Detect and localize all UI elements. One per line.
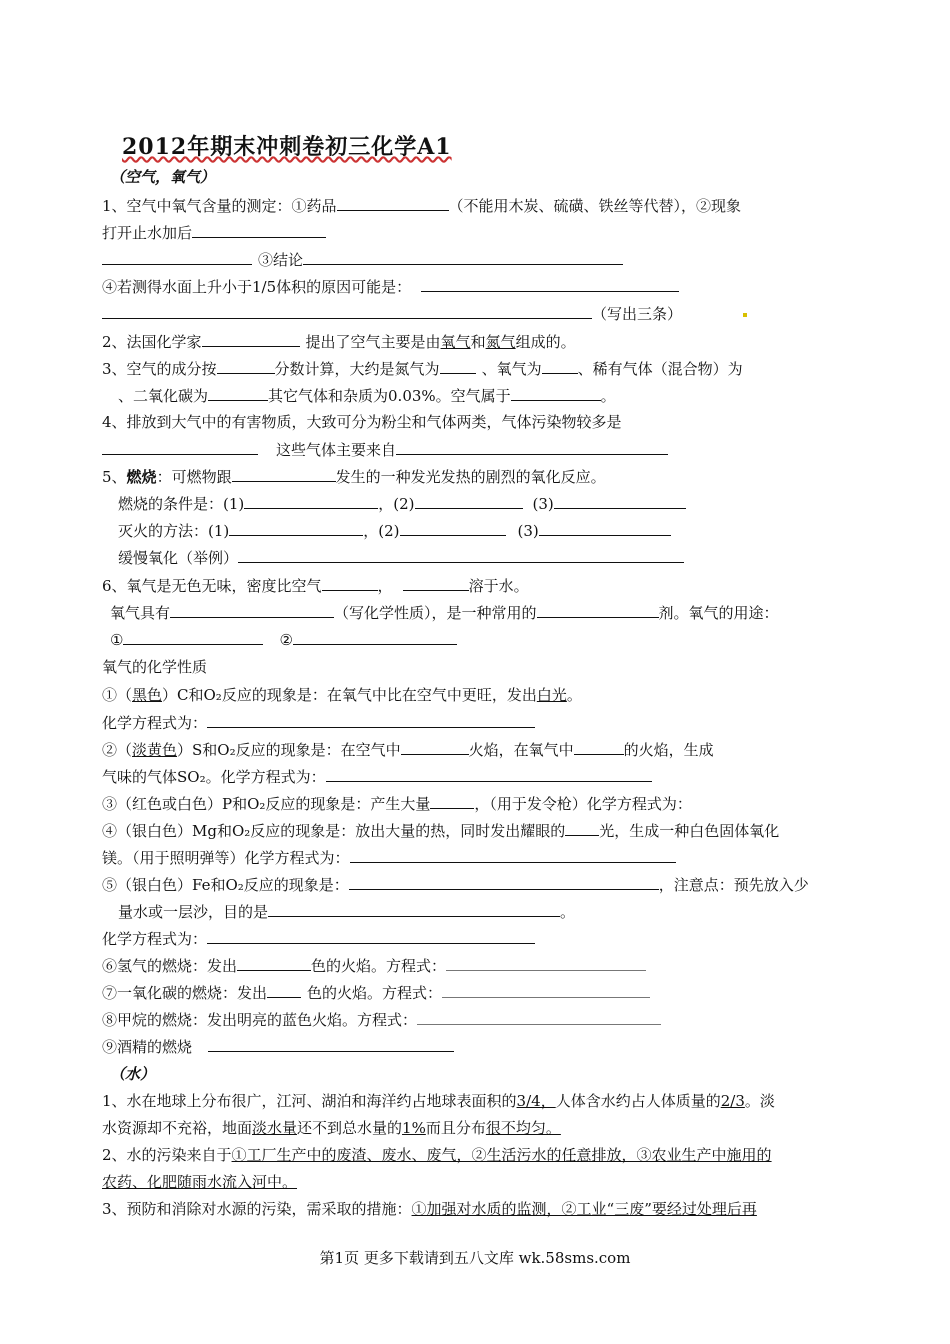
- blank: [268, 900, 560, 917]
- blank: [232, 465, 336, 482]
- text: 5、: [102, 468, 127, 486]
- blank: [237, 954, 311, 971]
- line-16: [110, 601, 860, 624]
- blank: [539, 519, 671, 536]
- blank: [207, 927, 535, 944]
- line-20: [102, 711, 852, 734]
- text: 淡水量: [252, 1119, 298, 1137]
- text: ①: [110, 631, 124, 649]
- blank: [207, 711, 535, 728]
- text: 光，生成一种白色固体氧化: [599, 822, 780, 840]
- text: 人体含水约占人体质量的: [555, 1092, 721, 1110]
- blank: [403, 574, 469, 591]
- text: （写化学性质），是一种常用的: [334, 604, 537, 622]
- blank: [293, 628, 457, 645]
- line-30: [102, 981, 852, 1004]
- line-2: [102, 221, 852, 244]
- marker-dot: [743, 313, 747, 317]
- line-28: [102, 927, 852, 950]
- text: 发生的一种发光发热的剧烈的氧化反应。: [335, 468, 606, 486]
- text: ，(2): [363, 522, 400, 540]
- line-4: [102, 275, 852, 298]
- text: 化学方程式为：: [102, 930, 208, 948]
- line-8: [118, 384, 868, 407]
- line-25: [102, 846, 852, 869]
- text: 溶于水。: [468, 577, 529, 595]
- text: 其它气体和杂质为0.03%。空气属于: [268, 387, 511, 405]
- text: 1、空气中氧气含量的测定：①药品: [102, 197, 337, 215]
- text: 剂。氧气的用途：: [658, 604, 779, 622]
- blank: [349, 873, 659, 890]
- text: 氮气: [485, 333, 516, 351]
- text: ）C和O₂反应的现象是：在氧气中比在空气中更旺，发出: [162, 686, 537, 704]
- blank: [208, 384, 268, 401]
- text: 4、排放到大气中的有害物质，大致可分为粉尘和气体两类，气体污染物较多是: [102, 413, 622, 431]
- text: 提出了空气主要是由: [305, 333, 441, 351]
- text: 。: [600, 387, 616, 405]
- blank: [192, 221, 326, 238]
- text: （不能用木炭、硫磺、铁丝等代替），②现象: [448, 197, 742, 215]
- water-line-3: [102, 1144, 852, 1166]
- text: 火焰，在氧气中: [468, 741, 574, 759]
- text: 氧气的化学性质: [102, 658, 208, 676]
- text: 淡黄色: [132, 741, 178, 759]
- line-27: [118, 900, 868, 923]
- blank: [217, 357, 275, 374]
- text: (3): [517, 522, 539, 540]
- text: 2、法国化学家: [102, 333, 202, 351]
- line-3: [102, 248, 852, 271]
- text: 燃烧: [126, 468, 157, 486]
- text: ③结论: [258, 251, 304, 269]
- text: 黑色: [132, 686, 163, 704]
- text: ④（银白色）Mg和O₂反应的现象是：放出大量的热，同时发出耀眼的: [102, 822, 566, 840]
- blank: [102, 248, 252, 265]
- text: ⑤（银白色）Fe和O₂反应的现象是：: [102, 876, 349, 894]
- text: ，(2): [378, 495, 415, 513]
- blank: [208, 1035, 454, 1052]
- text: 化学方程式为：: [102, 714, 208, 732]
- line-18: [102, 656, 852, 678]
- text: 而且分布: [425, 1119, 486, 1137]
- line-15: [102, 574, 852, 597]
- blank: [446, 954, 646, 971]
- blank: [350, 846, 676, 863]
- text: 。: [560, 903, 576, 921]
- text: ⑦一氧化碳的燃烧：发出: [102, 984, 268, 1002]
- blank: [430, 792, 474, 809]
- water-line-2: [102, 1117, 852, 1139]
- blank: [574, 738, 624, 755]
- text: ：可燃物跟: [156, 468, 232, 486]
- text: ⑥氢气的燃烧：发出: [102, 957, 238, 975]
- blank: [565, 819, 599, 836]
- blank: [337, 194, 449, 211]
- text: 组成的。: [515, 333, 576, 351]
- text: 6、氧气是无色无味，密度比空气: [102, 577, 322, 595]
- blank: [102, 302, 592, 319]
- blank: [229, 519, 363, 536]
- line-14: [118, 546, 868, 569]
- text: ⑨酒精的燃烧: [102, 1038, 193, 1056]
- line-6: [102, 330, 852, 353]
- line-11: [102, 465, 852, 488]
- blank: [421, 275, 679, 292]
- text: 缓慢氧化（举例）: [118, 549, 239, 567]
- line-32: [102, 1035, 852, 1058]
- blank: [202, 330, 300, 347]
- blank: [322, 574, 378, 591]
- text: 镁。（用于照明弹等）化学方程式为：: [102, 849, 350, 867]
- text: ，注意点：预先放入少: [658, 876, 809, 894]
- text: 还不到总水量的: [297, 1119, 403, 1137]
- text: 农药、化肥随雨水流入河中。: [102, 1173, 298, 1191]
- text: 气味的气体SO₂。化学方程式为：: [102, 768, 326, 786]
- text: ②（: [102, 741, 133, 759]
- text: 灭火的方法：(1): [118, 522, 230, 540]
- text: 3、空气的成分按: [102, 360, 217, 378]
- blank: [511, 384, 601, 401]
- blank: [244, 492, 378, 509]
- text: 这些气体主要来自: [276, 441, 397, 459]
- line-10: [102, 438, 852, 461]
- text: 3、预防和消除对水源的污染，需采取的措施：: [102, 1200, 412, 1218]
- blank: [102, 438, 258, 455]
- line-5: [102, 302, 852, 325]
- text: 色的火焰。方程式：: [311, 957, 447, 975]
- text: ③（红色或白色）P和O₂反应的现象是：产生大量: [102, 795, 431, 813]
- water-line-1: [102, 1090, 852, 1112]
- line-23: [102, 792, 852, 815]
- line-9: [102, 411, 852, 433]
- line-22: [102, 765, 852, 788]
- text: 打开止水加后: [102, 224, 193, 242]
- text: ①加强对水质的监测，②工业“三废”要经过处理后再: [411, 1200, 757, 1218]
- text: 很不均匀。: [485, 1119, 561, 1137]
- blank: [542, 357, 578, 374]
- text: 量水或一层沙，目的是: [118, 903, 269, 921]
- line-29: [102, 954, 852, 977]
- text: ④若测得水面上升小于1/5体积的原因可能是：: [102, 278, 412, 296]
- text: ，: [377, 577, 393, 595]
- line-19: [102, 684, 852, 706]
- text: 水资源却不充裕，地面: [102, 1119, 253, 1137]
- blank: [400, 519, 506, 536]
- line-26: [102, 873, 852, 896]
- text: 。: [566, 686, 582, 704]
- text: 2、水的污染来自于: [102, 1146, 232, 1164]
- text: 色的火焰。方程式：: [307, 984, 443, 1002]
- section-air-heading: （空气，氧气）: [110, 168, 216, 186]
- text: ，（用于发令枪）化学方程式为：: [474, 795, 692, 813]
- blank: [440, 357, 476, 374]
- line-31: [102, 1008, 852, 1031]
- title-text: 2012年期末冲刺卷初三化学A1: [122, 134, 452, 160]
- text: 和: [470, 333, 486, 351]
- document-title: [122, 130, 452, 161]
- blank: [326, 765, 652, 782]
- blank: [170, 601, 334, 618]
- blank: [396, 438, 668, 455]
- blank: [415, 492, 523, 509]
- line-1: [102, 194, 852, 217]
- text: 分数计算，大约是氮气为: [274, 360, 440, 378]
- text: ①（: [102, 686, 133, 704]
- line-21: [102, 738, 852, 761]
- blank: [554, 492, 686, 509]
- line-7: [102, 357, 852, 380]
- text: 、稀有气体（混合物）为: [577, 360, 743, 378]
- blank: [123, 628, 263, 645]
- text: ①工厂生产中的废渣、废水、废气，②生活污水的任意排放，③农业生产中施用的: [231, 1146, 772, 1164]
- text: 氧气: [440, 333, 471, 351]
- text: 1、水在地球上分布很广，江河、湖泊和海洋约占地球表面积的: [102, 1092, 517, 1110]
- blank: [267, 981, 301, 998]
- text: （写出三条）: [592, 305, 683, 323]
- blank: [417, 1008, 661, 1025]
- text: 1%: [402, 1119, 426, 1137]
- blank: [238, 546, 684, 563]
- line-12: [118, 492, 868, 515]
- text: 白光: [536, 686, 567, 704]
- blank: [303, 248, 623, 265]
- blank: [442, 981, 650, 998]
- water-line-5: [102, 1198, 852, 1220]
- text: 的火焰，生成: [623, 741, 714, 759]
- water-line-4: [102, 1171, 852, 1193]
- section-water-heading: （水）: [110, 1065, 156, 1083]
- line-17: [110, 628, 860, 651]
- text: 2/3: [720, 1092, 745, 1110]
- text: 、二氧化碳为: [118, 387, 209, 405]
- blank: [401, 738, 469, 755]
- line-24: [102, 819, 852, 842]
- text: 燃烧的条件是：(1): [118, 495, 245, 513]
- line-13: [118, 519, 868, 542]
- page-footer: 第1页 更多下载请到五八文库 wk.58sms.com: [319, 1249, 631, 1267]
- text: ）S和O₂反应的现象是：在空气中: [177, 741, 401, 759]
- blank: [537, 601, 659, 618]
- text: ②: [279, 631, 293, 649]
- text: 、氧气为: [481, 360, 542, 378]
- text: 。淡: [744, 1092, 775, 1110]
- text: (3): [532, 495, 554, 513]
- text: ⑧甲烷的燃烧：发出明亮的蓝色火焰。方程式：: [102, 1011, 418, 1029]
- text: 3/4，: [516, 1092, 556, 1110]
- text: 氧气具有: [110, 604, 171, 622]
